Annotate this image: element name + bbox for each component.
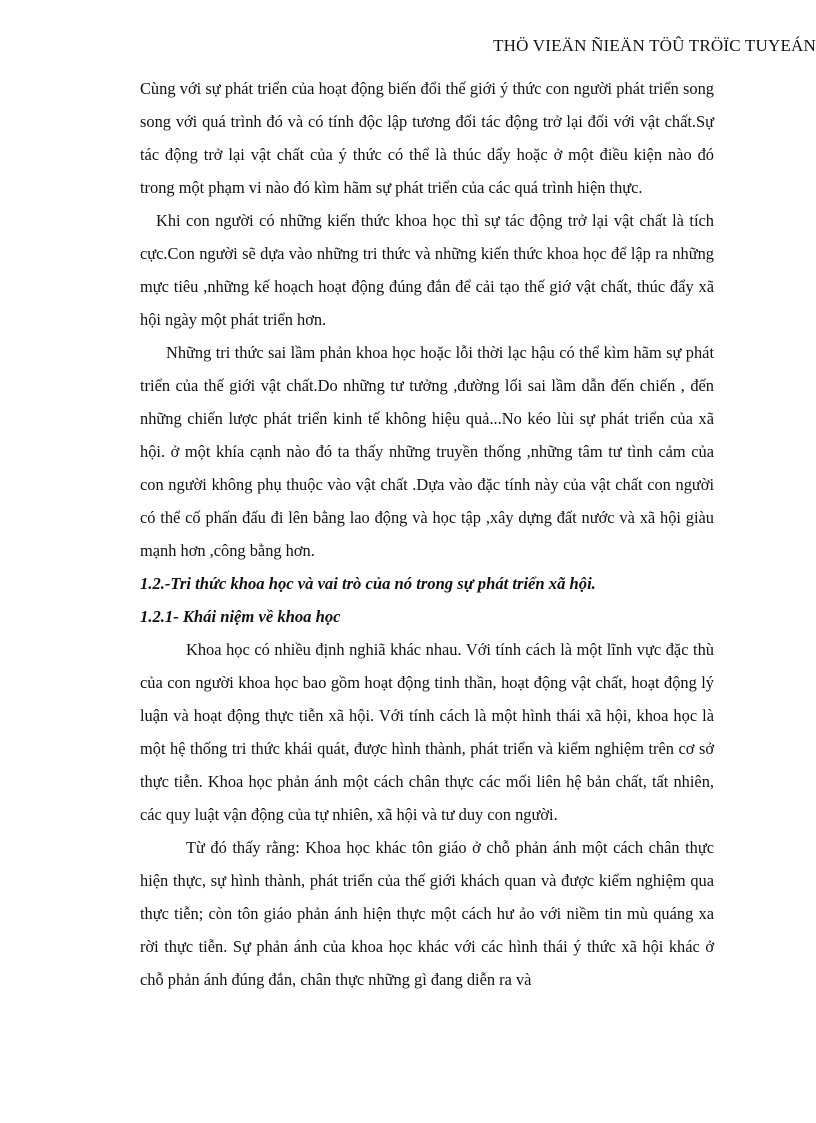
page-header: THÖ VIEÄN ÑIEÄN TÖÛ TRÖÏC TUYEÁN (493, 36, 816, 55)
subsection-heading: 1.2.1- Khái niệm về khoa học (140, 607, 341, 626)
paragraph-1: Cùng với sự phát triển của hoạt động biến đổi thế giới ý thức con người phát triển song song với quá trình đó và có tính độc lập tương đối tác động trở lại đối với vật chất.Sự tác động trở lại vật chất của ý thức có thể là thúc dẩy hoặc ở một điều kiện nào đó trong một phạm vi nào đó kìm hãm sự phát triển của các quá trình hiện thực. (140, 79, 714, 197)
paragraph-2: Khi con người có những kiến thức khoa học thì sự tác động trở lại vật chất là tích cực.Con người sẽ dựa vào những tri thức và những kiến thức khoa học để lập ra những mực tiêu ,những kế hoạch hoạt động đúng đắn để cải tạo thế giớ vật chất, thúc đẩy xã hội ngày một phát triển hơn. (140, 211, 714, 329)
paragraph-3: Những tri thức sai lầm phản khoa học hoặc lỗi thời lạc hậu có thể kìm hãm sự phát triển của thế giới vật chất.Do những tư tưởng ,đường lối sai lầm dẫn đến chiến , đến những chiến lược phát triển kinh tế không hiệu quả...No kéo lùi sự phát triển của xã hội. ở một khía cạnh nào đó ta thấy những truyền thống ,những tâm tư tình cảm của con người không phụ thuộc vào vật chất .Dựa vào đặc tính này của vật chất con người có thể cố phấn đấu đi lên bằng lao động và học tập ,xây dựng đất nước và xã hội giàu mạnh hơn ,công bằng hơn. (140, 343, 714, 560)
document-body (140, 72, 714, 996)
section-heading: 1.2.-Tri thức khoa học và vai trò của nó trong sự phát triển xã hội. (140, 574, 596, 593)
paragraph-5: Từ đó thấy rằng: Khoa học khác tôn giáo ở chỗ phản ánh một cách chân thực hiện thực, sự hình thành, phát triển của thế giới khách quan và được kiểm nghiệm qua thực tiễn; còn tôn giáo phản ánh hiện thực một cách hư ảo với niềm tin mù quáng xa rời thực tiễn. Sự phản ánh của khoa học khác với các hình thái ý thức xã hội khác ở chỗ phản ánh đúng đắn, chân thực những gì đang diễn ra và (140, 838, 714, 989)
paragraph-4: Khoa học có nhiều định nghiã khác nhau. Với tính cách là một lĩnh vực đặc thù của con người khoa học bao gồm hoạt động tinh thần, hoạt động vật chất, hoạt động lý luận và hoạt động thực tiễn xã hội. Với tính cách là một hình thái xã hội, khoa học là một hệ thống tri thức khái quát, được hình thành, phát triển và kiểm nghiệm trên cơ sở thực tiễn. Khoa học phản ánh một cách chân thực các mối liên hệ bản chất, tất nhiên, các quy luật vận động của tự nhiên, xã hội và tư duy con người. (140, 640, 714, 824)
